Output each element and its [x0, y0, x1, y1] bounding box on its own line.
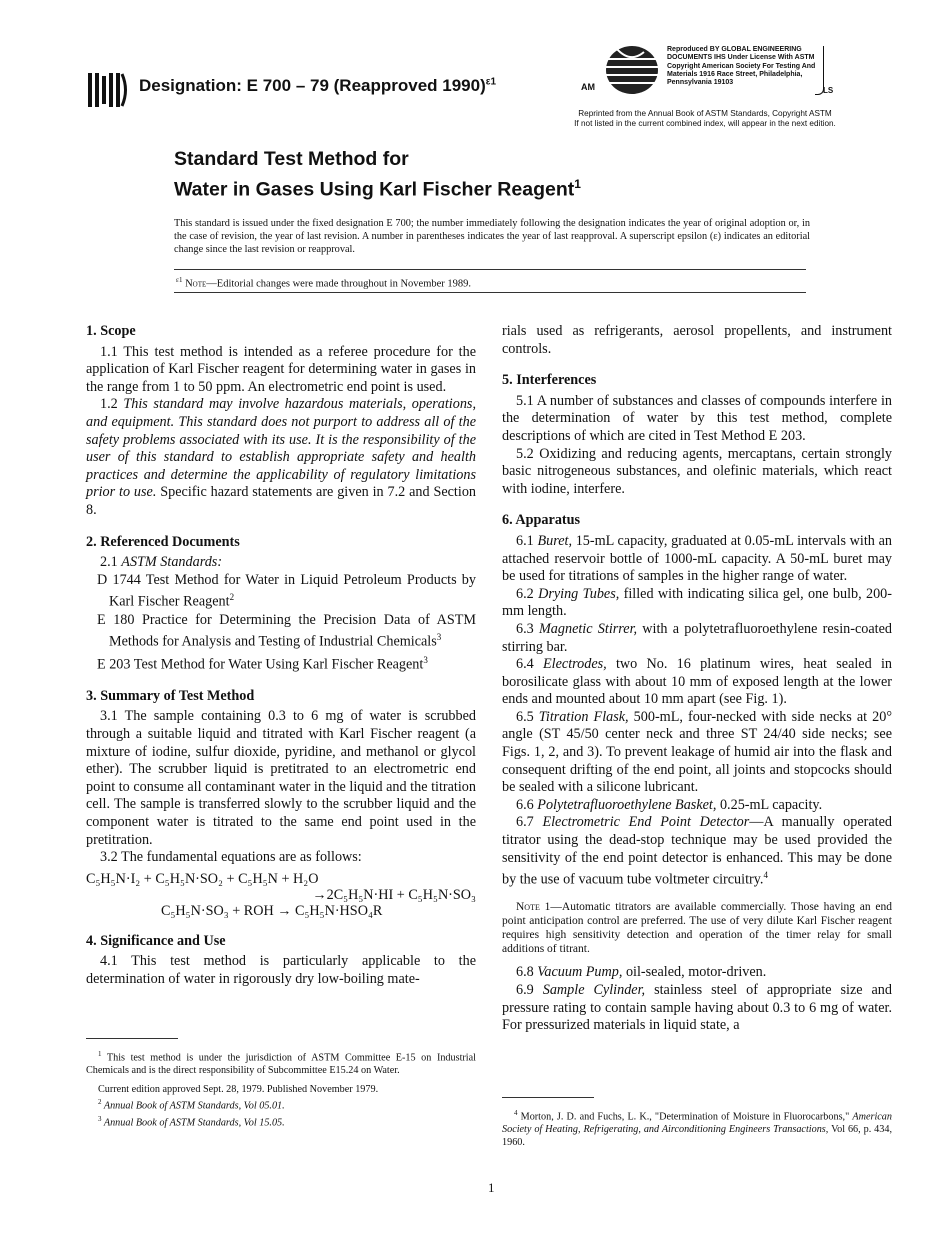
reference-item: E 203 Test Method for Water Using Karl Fischer Reagent$^3$ [97, 654, 428, 673]
reprint-line-1: Reprinted from the Annual Book of ASTM Standards, Copyright ASTM [578, 109, 832, 118]
rule-top [174, 269, 806, 270]
para-6-8: 6.8 Vacuum Pump, oil-sealed, motor-driven. [516, 964, 767, 981]
para-6-9: 6.9 Sample Cylinder, stainless steel of appropriate size and pressure rating to contain sample having about 0.3 to 6 mg of water. For pressurized materials in liquid state, a [502, 981, 892, 1034]
para-6-1: 6.1 Buret, 15-mL capacity, graduated at 0.05-mL intervals with an attached reservoir bottle of 1000-mL capacity. A 50-mL buret may be used for titrations of samples in the higher range of water. [502, 532, 893, 585]
section-3-heading: 3. Summary of Test Method [86, 687, 255, 704]
footnote-rule-right [502, 1097, 594, 1098]
reprint-note [540, 109, 870, 129]
title-line-1: Standard Test Method for [174, 148, 409, 170]
footnotes-left [86, 1048, 476, 1130]
issuance-statement: This standard is issued under the fixed designation E 700; the number immediately following the designation indicates the year of original adoption or, in the case of revision, the year of last revision. A number in parentheses indicates the year of last reapproval. A superscript epsilon (ε) indicates an editorial change since the last revision or reapproval. [174, 218, 810, 255]
section-5-heading: 5. Interferences [502, 372, 597, 389]
footnote-1-edition: Current edition approved Sept. 28, 1979. Published November 1979. [98, 1083, 379, 1095]
para-4-1-cont: rials used as refrigerants, aerosol propellents, and instrument controls. [502, 323, 892, 357]
section-2-heading: 2. Referenced Documents [86, 533, 240, 550]
designation-text: Designation: E 700 – 79 (Reapproved 1990) [139, 76, 486, 95]
para-6-3: 6.3 Magnetic Stirrer, with a polytetrafluoroethylene resin-coated stirring bar. [502, 620, 892, 655]
globe-icon [604, 44, 660, 96]
page-title [174, 147, 581, 203]
am-label: AM [581, 82, 595, 92]
para-5-2: 5.2 Oxidizing and reducing agents, mercaptans, certain strongly basic nitrogeneous substances, and olefinic materials, which react with iodine, interfere. [502, 445, 892, 497]
equation-1-cont: →2C₅H₅N·HI + C₅H₅N·SO₃ [312, 886, 476, 903]
section-6-heading: 6. Apparatus [502, 512, 581, 529]
reproduced-line: Reproduced BY GLOBAL ENGINEERING [667, 46, 802, 53]
para-3-1: 3.1 The sample containing 0.3 to 6 mg of water is scrubbed through a suitable liquid and titrated with Karl Fischer reagent (a mixture of iodine, sulfur dioxide, pyridine, and methanol or glycol ether). The scrubber liquid is pretitrated to an electrometric end point to consume all contaminant water in the liquid and the titration cell. The sample is transferred slowly to the scrubber liquid and the component water is titrated to the same end point used in the pretitration. [86, 708, 476, 848]
reference-item: D 1744 Test Method for Water in Liquid Petroleum Products by Karl Fischer Reagent$^2$ [97, 571, 476, 611]
para-1-1: 1.1 This test method is intended as a referee procedure for the application of Karl Fischer reagent for determining water in gases in the range from 1 to 50 ppm. An electrometric end point is used. [86, 343, 476, 395]
para-4-1: 4.1 This test method is particularly applicable to the determination of water in rigorously dry low-boiling mate- [86, 953, 476, 988]
section-4-heading: 4. Significance and Use [86, 932, 226, 949]
para-6-5: 6.5 Titration Flask, 500-mL, four-necked with side necks at 20° angle (ST 45/50 center neck and three ST 24/40 side necks; see Figs. 1, 2, and 3). To prevent leakage of humid air into the flask and consequent drifting of the end point, all joints and stopcocks should be sealed with a silicone lubricant. [502, 708, 893, 796]
right-column [502, 323, 892, 1035]
reference-item: E 180 Practice for Determining the Precision Data of ASTM Methods for Analysis and Testing of Industrial Chemicals$^3$ [97, 611, 476, 650]
para-6-2: 6.2 Drying Tubes, filled with indicating silica gel, one bulb, 200-mm length. [502, 585, 892, 620]
reproduced-block [667, 46, 817, 87]
footnote-rule-left [86, 1038, 178, 1039]
rule-bottom [174, 292, 806, 293]
astm-logo-icon [86, 70, 130, 110]
editorial-note: $^{\varepsilon 1}$ Note—Editorial changes were made throughout in November 1989. [176, 276, 472, 290]
para-6-6: 6.6 Polytetrafluoroethylene Basket, 0.25-mL capacity. [516, 796, 823, 813]
footnote-1: $^1$ This test method is under the jurisdiction of ASTM Committee E-15 on Industrial Chemicals and is the direct responsibility of Subcommittee E15.24 on Water. [86, 1050, 476, 1076]
designation [139, 76, 496, 96]
title-line-2: Water in Gases Using Karl Fischer Reagent$^1$ [174, 177, 581, 201]
left-column [86, 323, 476, 989]
page-number: 1 [488, 1180, 495, 1195]
footnote-3: $^3$ Annual Book of ASTM Standards, Vol 15.05. [98, 1115, 285, 1129]
reproduced-line: Pennsylvania 19103 [667, 79, 734, 87]
footnote-2: $^2$ Annual Book of ASTM Standards, Vol 05.01. [98, 1098, 285, 1112]
equation-1: C₅H₅N·I₂ + C₅H₅N·SO₂ + C₅H₅N + H₂O [86, 870, 319, 887]
section-1-heading: 1. Scope [86, 323, 136, 339]
equation-2: C₅H₅N·SO₃ + ROH → C₅H₅N·HSO₄R [161, 902, 383, 919]
note-1: Note 1—Automatic titrators are available commercially. Those having an end point anticipation control are preferred. The use of very dilute Karl Fischer reagent requires high sensitivity detection and operation of the timer relay for small additions of titrant. [502, 900, 892, 956]
para-5-1: 5.1 A number of substances and classes of compounds interfere in the determination of water by this test method, complete descriptions of which are cited in Test Method E 203. [502, 392, 892, 444]
reprint-line-2: If not listed in the current combined index, will appear in the next edition. [574, 119, 836, 128]
para-2-1: 2.1 ASTM Standards: [100, 554, 223, 571]
designation-sup: ε1 [485, 76, 497, 88]
astm-logo [86, 70, 130, 110]
ls-label: LS [823, 86, 834, 95]
para-6-7: 6.7 Electrometric End Point Detector—A manually operated titrator using the dead-stop technique may be used provided the sensitivity of the end point detector is enhanced. This may be done by the use of vacuum tube voltmeter circuitry.$^4$ [502, 814, 893, 888]
para-6-4: 6.4 Electrodes, two No. 16 platinum wires, heat sealed in borosilicate glass with about 10 mm of exposed length at the lower ends and mounted about 10 mm apart (see Fig. 1). [502, 656, 892, 708]
reproduced-line: Copyright American Society For Testing And [667, 62, 816, 70]
para-1-2: 1.2 This standard may involve hazardous materials, operations, and equipment. This standard does not purport to address all of the safety problems associated with its use. It is the responsibility of the user of this standard to establish appropriate safety and health practices and determine the applicability of regulatory limitations prior to use. Specific hazard statements are given in 7.2 and Section 8. [86, 396, 477, 518]
footnotes-right [502, 1107, 892, 1149]
para-3-2: 3.2 The fundamental equations are as follows: [100, 849, 362, 866]
reproduced-line: DOCUMENTS IHS Under License With ASTM [667, 54, 815, 62]
title-sup: 1 [574, 177, 581, 191]
reproduced-line: Materials 1916 Race Street, Philadelphia, [667, 70, 803, 78]
footnote-4: $^4$ Morton, J. D. and Fuchs, L. K., "Determination of Moisture in Fluorocarbons," American Society of Heating, Refrigerating, and Airconditioning Engineers Transactions, Vol 66, p. 434, 1960. [502, 1109, 892, 1148]
